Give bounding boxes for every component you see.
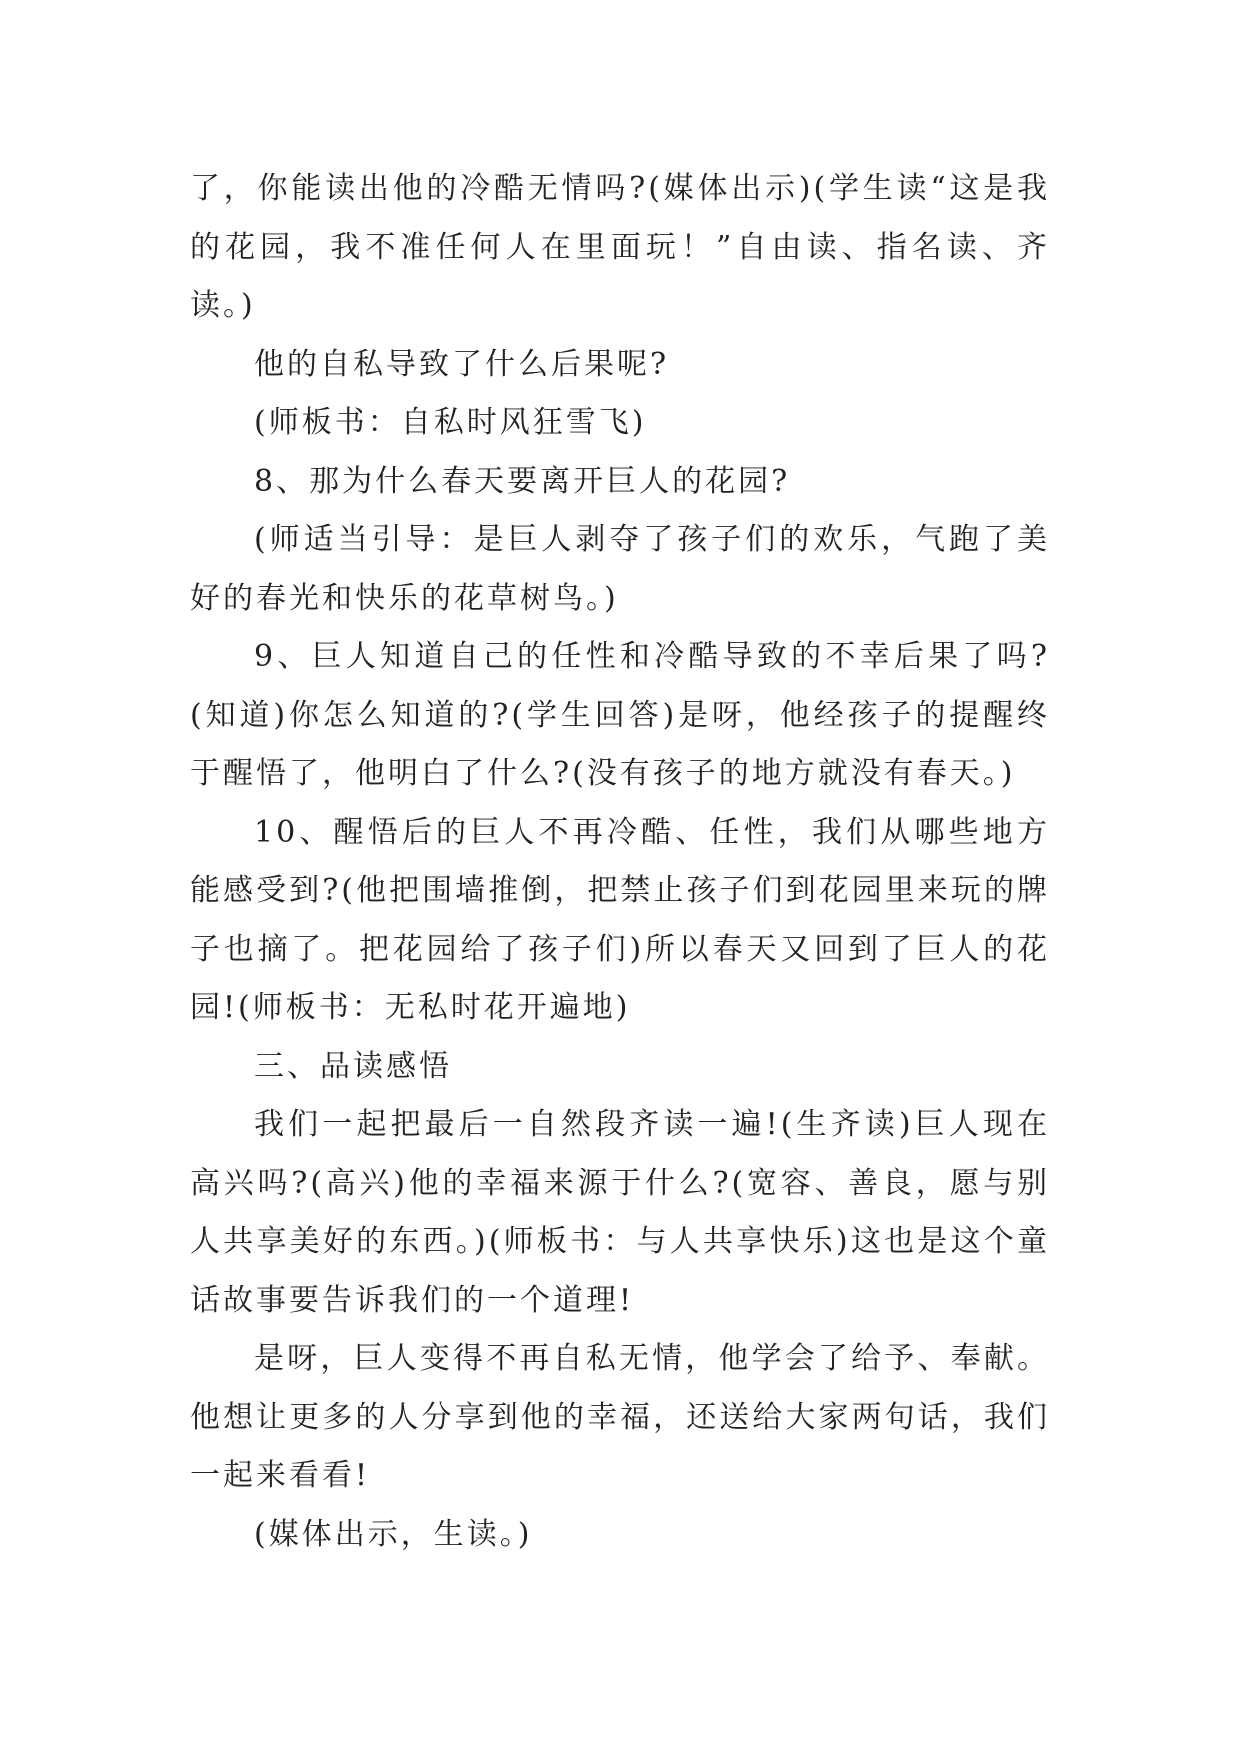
paragraph-6: 9、巨人知道自己的任性和冷酷导致的不幸后果了吗?(知道)你怎么知道的?(学生回答)是呀，他经孩子的提醒终于醒悟了，他明白了什么?(没有孩子的地方就没有春天。) (190, 639, 1050, 791)
paragraph-4: 8、那为什么春天要离开巨人的花园? (254, 463, 791, 499)
paragraph-1: 了，你能读出他的冷酷无情吗?(媒体出示)(学生读“这是我的花园，我不准任何人在里面玩！”自由读、指名读、齐读。) (190, 171, 1050, 323)
document-body (190, 160, 1050, 1564)
paragraph-10: 是呀，巨人变得不再自私无情，他学会了给予、奉献。他想让更多的人分享到他的幸福，还送给大家两句话，我们一起来看看! (190, 1341, 1050, 1493)
paragraph-9: 我们一起把最后一自然段齐读一遍!(生齐读)巨人现在高兴吗?(高兴)他的幸福来源于什么?(宽容、善良，愿与别人共享美好的东西。)(师板书：与人共享快乐)这也是这个童话故事要告诉我们的一个道理! (190, 1107, 1050, 1318)
paragraph-11: (媒体出示，生读。) (254, 1516, 533, 1552)
section-heading: 三、品读感悟 (254, 1048, 452, 1084)
paragraph-5: (师适当引导：是巨人剥夺了孩子们的欢乐，气跑了美好的春光和快乐的花草树鸟。) (190, 522, 1050, 616)
paragraph-2: 他的自私导致了什么后果呢? (254, 346, 670, 382)
paragraph-7: 10、醒悟后的巨人不再冷酷、任性，我们从哪些地方能感受到?(他把围墙推倒，把禁止孩子们到花园里来玩的牌子也摘了。把花园给了孩子们)所以春天又回到了巨人的花园!(师板书：无私时花开遍地) (190, 814, 1050, 1025)
paragraph-3: (师板书：自私时风狂雪飞) (254, 405, 647, 440)
